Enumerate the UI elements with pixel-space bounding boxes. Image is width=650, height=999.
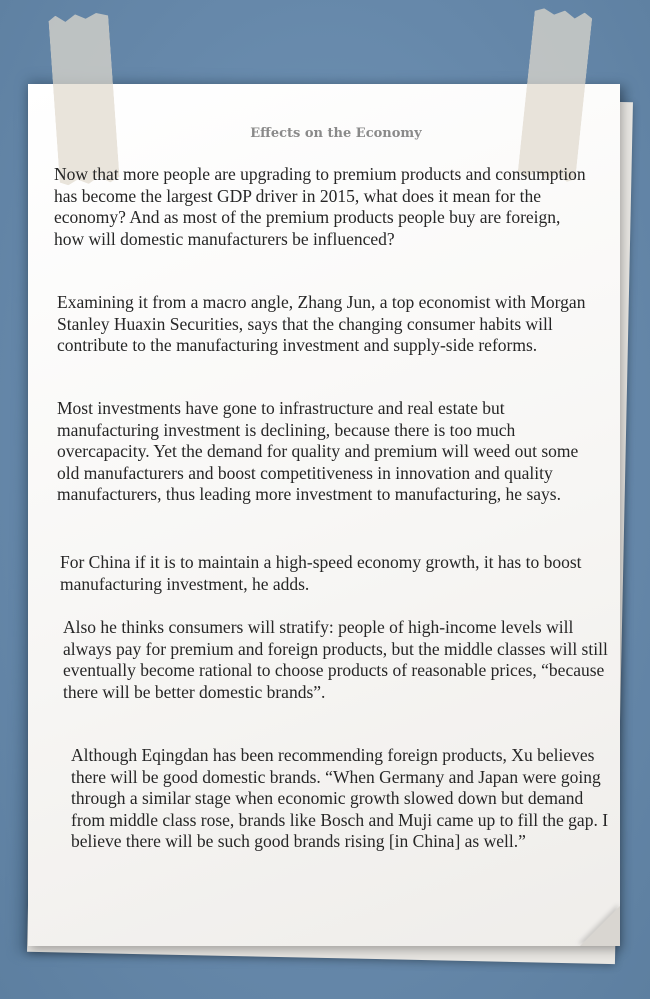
paragraph-4: For China if it is to maintain a high-speed economy growth, it has to boost manufacturing investment, he adds. <box>60 552 582 594</box>
paragraph-3: Most investments have gone to infrastructure and real estate but manufacturing investment is declining, because there is too much overcapacity. Yet the demand for quality and premium will weed out some old manufacturers and boost competitiveness in innovation and quality manufacturers, thus leading more investment to manufacturing, he says. <box>57 398 579 504</box>
paragraph-5: Also he thinks consumers will stratify: people of high-income levels will always pay for premium and foreign products, but the middle classes will still eventually become rational to choose products of reasonable prices, “because there will be better domestic brands”. <box>63 617 608 702</box>
paragraph-1: Now that more people are upgrading to premium products and consumption has become the largest GDP driver in 2015, what does it mean for the economy? And as most of the premium products people buy are foreign, how will domestic manufacturers be influenced? <box>54 164 586 249</box>
page-curl <box>580 906 620 946</box>
paragraph-6: Although Eqingdan has been recommending foreign products, Xu believes there will be good domestic brands. “When Germany and Japan were going through a similar stage when economic growth slowed down but demand from middle class rose, brands like Bosch and Muji came up to fill the gap. I believe there will be such good brands rising [in China] as well.” <box>71 745 609 851</box>
tape-left <box>48 12 120 186</box>
document-title: Effects on the Economy <box>250 126 422 141</box>
paragraph-2: Examining it from a macro angle, Zhang Jun, a top economist with Morgan Stanley Huaxin Securities, says that the changing consumer habits will contribute to the manufacturing investment and supply-side reforms. <box>57 292 586 355</box>
